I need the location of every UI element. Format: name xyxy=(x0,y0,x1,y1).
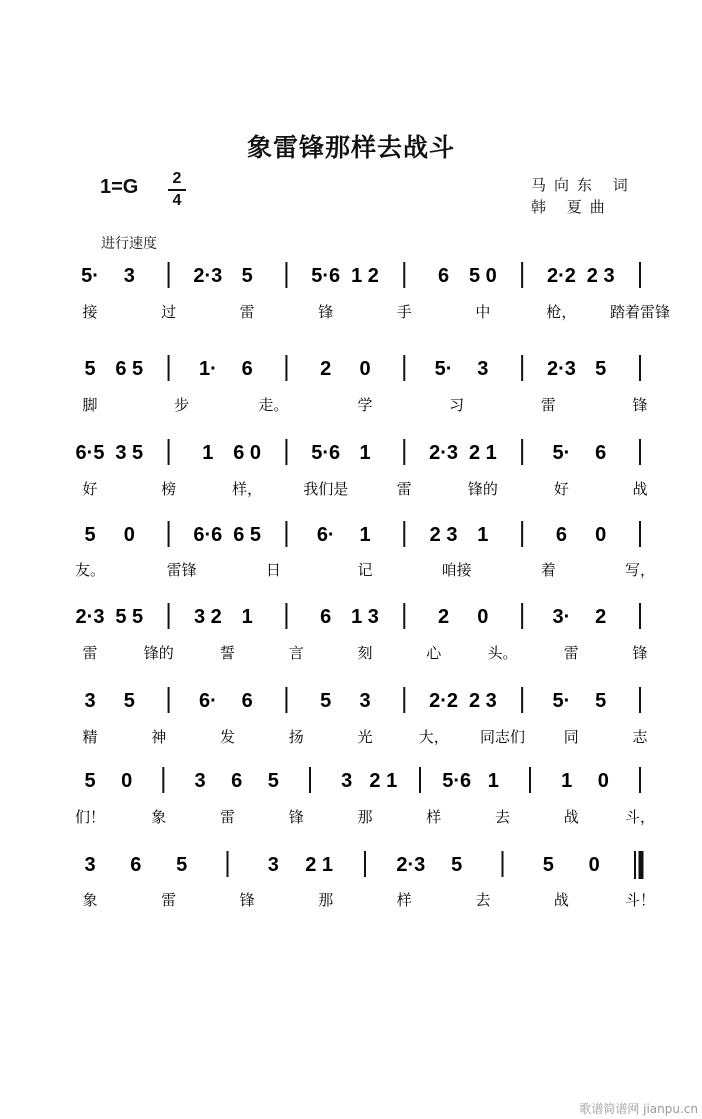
note: 5 xyxy=(84,524,96,546)
note: 6 xyxy=(595,442,607,464)
lyric-syllable: 咱接 xyxy=(441,561,472,579)
lyric-syllable: 接 xyxy=(82,303,98,321)
note: 3 xyxy=(123,265,135,287)
note: 2·2 xyxy=(546,265,576,287)
watermark: 歌谱简谱网 jianpu.cn xyxy=(579,1102,698,1116)
note: 1 xyxy=(359,442,371,464)
lyric-syllable: 锋 xyxy=(632,644,648,662)
lyric-syllable: 同 xyxy=(563,728,579,746)
lyric-syllable: 雷 xyxy=(540,396,556,414)
note: 0 xyxy=(597,770,609,792)
note: 2 xyxy=(320,358,332,380)
note: 5 xyxy=(176,854,188,876)
lyric-line xyxy=(82,480,647,498)
note: 1 xyxy=(202,442,214,464)
tempo-marking: 进行速度 xyxy=(101,236,157,252)
lyric-line xyxy=(75,561,655,579)
note: 5 0 xyxy=(468,265,497,287)
note: 2·3 xyxy=(193,265,223,287)
note: 2 1 xyxy=(468,442,497,464)
lyric-syllable: 中 xyxy=(475,303,491,321)
lyric-syllable: 脚 xyxy=(82,396,98,414)
score-system xyxy=(84,851,641,879)
lyric-syllable: 誓 xyxy=(219,644,236,662)
song-title: 象雷锋那样去战斗 xyxy=(246,133,455,162)
lyric-syllable: 战 xyxy=(553,891,569,909)
note: 2 3 xyxy=(429,524,458,546)
lyric-syllable: 神 xyxy=(151,728,167,746)
score-system xyxy=(84,355,640,381)
score-system xyxy=(84,521,640,547)
note: 0 xyxy=(588,854,600,876)
lyric-syllable: 去 xyxy=(475,891,491,909)
note: 5 xyxy=(595,690,607,712)
note: 3 xyxy=(477,358,489,380)
note: 2·2 xyxy=(429,690,459,712)
lyric-syllable: 那 xyxy=(357,808,373,826)
time-numerator: 2 xyxy=(172,170,182,187)
lyric-syllable: 雷锋 xyxy=(166,561,197,579)
note: 1 xyxy=(561,770,573,792)
lyric-syllable: 步 xyxy=(174,396,190,414)
lyric-syllable: 去 xyxy=(494,808,511,826)
note: 2 3 xyxy=(586,265,615,287)
lyric-syllable: 写， xyxy=(624,561,656,579)
note: 2 xyxy=(438,606,450,628)
note: 6 xyxy=(320,606,332,628)
note: 6 xyxy=(241,358,253,380)
lyric-syllable: 雷 xyxy=(563,644,579,662)
lyric-syllable: 精 xyxy=(82,728,98,746)
key-signature: 1=G xyxy=(100,176,139,198)
note: 6· xyxy=(198,690,217,712)
note: 1 xyxy=(477,524,489,546)
lyric-syllable: 们！ xyxy=(74,808,106,826)
note: 6·6 xyxy=(193,524,223,546)
lyric-syllable: 习 xyxy=(449,396,465,414)
lyric-syllable: 样 xyxy=(396,891,412,909)
lyric-line xyxy=(82,396,647,414)
lyric-syllable: 榜 xyxy=(161,480,177,498)
note: 6· xyxy=(316,524,335,546)
note: 5 xyxy=(84,770,96,792)
note: 5· xyxy=(552,690,571,712)
lyric-syllable: 踏着雷锋 xyxy=(609,303,671,321)
note: 5 xyxy=(84,358,96,380)
lyric-syllable: 战 xyxy=(563,808,579,826)
note: 2·3 xyxy=(546,358,576,380)
lyric-syllable: 学 xyxy=(357,396,373,414)
note: 5 5 xyxy=(115,606,144,628)
lyric-syllable: 斗！ xyxy=(624,891,656,909)
lyric-syllable: 锋 xyxy=(288,808,304,826)
note: 5·6 xyxy=(311,265,341,287)
note: 6 xyxy=(231,770,243,792)
lyric-syllable: 记 xyxy=(357,561,373,579)
score-system xyxy=(84,767,640,793)
note: 3 xyxy=(267,854,279,876)
lyric-syllable: 头。 xyxy=(487,644,518,662)
note: 3 2 xyxy=(193,606,222,628)
score-system xyxy=(76,439,640,465)
lyric-syllable: 锋 xyxy=(239,891,255,909)
note: 5 xyxy=(123,690,135,712)
note: 1 2 xyxy=(351,265,379,287)
lyric-syllable: 锋 xyxy=(318,303,334,321)
note: 5 xyxy=(451,854,463,876)
lyric-syllable: 发 xyxy=(219,728,236,746)
note: 1 xyxy=(241,606,253,628)
lyric-syllable: 样， xyxy=(232,480,263,498)
score-system xyxy=(81,262,640,288)
note: 2 1 xyxy=(305,854,334,876)
lyric-syllable: 走。 xyxy=(258,396,289,414)
lyric-syllable: 刻 xyxy=(357,644,373,662)
note: 0 xyxy=(595,524,607,546)
lyric-syllable: 友。 xyxy=(74,561,106,579)
lyric-syllable: 样 xyxy=(426,808,442,826)
note: 6 xyxy=(555,524,567,546)
lyric-syllable: 言 xyxy=(288,644,304,662)
lyric-syllable: 光 xyxy=(357,728,373,746)
note: 3· xyxy=(552,606,571,628)
note: 3 xyxy=(84,690,96,712)
lyric-syllable: 锋的 xyxy=(143,644,174,662)
lyric-syllable: 着 xyxy=(540,561,556,579)
note: 5 xyxy=(595,358,607,380)
lyricist-credit: 马向东 词 xyxy=(531,176,636,194)
lyric-line xyxy=(82,644,647,662)
lyric-syllable: 象 xyxy=(82,891,98,909)
note: 3 xyxy=(194,770,206,792)
note: 2·3 xyxy=(429,442,459,464)
score-system xyxy=(84,687,640,713)
lyric-syllable: 雷 xyxy=(219,808,236,826)
lyric-syllable: 志 xyxy=(632,728,648,746)
lyric-syllable: 好 xyxy=(553,480,569,498)
note: 1 xyxy=(487,770,499,792)
note: 1· xyxy=(198,358,217,380)
lyric-syllable: 扬 xyxy=(288,728,304,746)
lyric-line xyxy=(82,891,655,909)
lyric-syllable: 雷 xyxy=(161,891,177,909)
time-denominator: 4 xyxy=(172,192,182,209)
lyric-syllable: 战 xyxy=(632,480,648,498)
lyric-line xyxy=(82,303,670,321)
note: 6 5 xyxy=(115,358,144,380)
note: 0 xyxy=(359,358,371,380)
note: 1 xyxy=(359,524,371,546)
note: 6 xyxy=(438,265,450,287)
note: 5 xyxy=(267,770,279,792)
lyric-syllable: 那 xyxy=(318,891,334,909)
note: 5·6 xyxy=(442,770,472,792)
note: 5· xyxy=(434,358,453,380)
lyric-syllable: 我们是 xyxy=(303,480,349,498)
lyric-syllable: 斗， xyxy=(624,808,656,826)
lyric-syllable: 雷 xyxy=(396,480,412,498)
note: 5 xyxy=(241,265,253,287)
note: 2 xyxy=(595,606,607,628)
lyric-line xyxy=(75,808,655,826)
note: 5· xyxy=(81,265,99,287)
lyric-syllable: 锋 xyxy=(632,396,648,414)
lyric-syllable: 雷 xyxy=(239,303,255,321)
note: 0 xyxy=(477,606,489,628)
lyric-syllable: 日 xyxy=(265,561,281,579)
note: 3 xyxy=(359,690,371,712)
note: 5· xyxy=(552,442,571,464)
note: 6 xyxy=(130,854,142,876)
lyric-line xyxy=(82,728,648,746)
lyric-syllable: 锋的 xyxy=(467,480,498,498)
note: 2 3 xyxy=(468,690,497,712)
lyric-syllable: 雷 xyxy=(82,644,98,662)
note: 0 xyxy=(123,524,135,546)
note: 2·3 xyxy=(396,854,426,876)
note: 6 xyxy=(241,690,253,712)
note: 6 5 xyxy=(233,524,262,546)
note: 6 0 xyxy=(233,442,262,464)
note: 0 xyxy=(121,770,133,792)
note: 6·5 xyxy=(75,442,105,464)
lyric-syllable: 枪， xyxy=(546,303,577,321)
score-system xyxy=(76,603,640,629)
note: 5·6 xyxy=(311,442,341,464)
note: 3 xyxy=(84,854,96,876)
note: 3 xyxy=(341,770,353,792)
note: 3 5 xyxy=(115,442,144,464)
note: 5 xyxy=(542,854,554,876)
lyric-syllable: 心 xyxy=(426,644,442,662)
lyric-syllable: 过 xyxy=(161,303,177,321)
lyric-syllable: 同志们 xyxy=(479,728,526,746)
lyric-syllable: 好 xyxy=(82,480,98,498)
lyric-syllable: 大， xyxy=(418,728,449,746)
lyric-syllable: 手 xyxy=(396,303,412,321)
note: 5 xyxy=(320,690,332,712)
note: 2·3 xyxy=(75,606,105,628)
lyric-syllable: 象 xyxy=(151,808,167,826)
composer-credit: 韩 夏曲 xyxy=(531,198,613,216)
note: 1 3 xyxy=(351,606,379,628)
note: 2 1 xyxy=(369,770,398,792)
